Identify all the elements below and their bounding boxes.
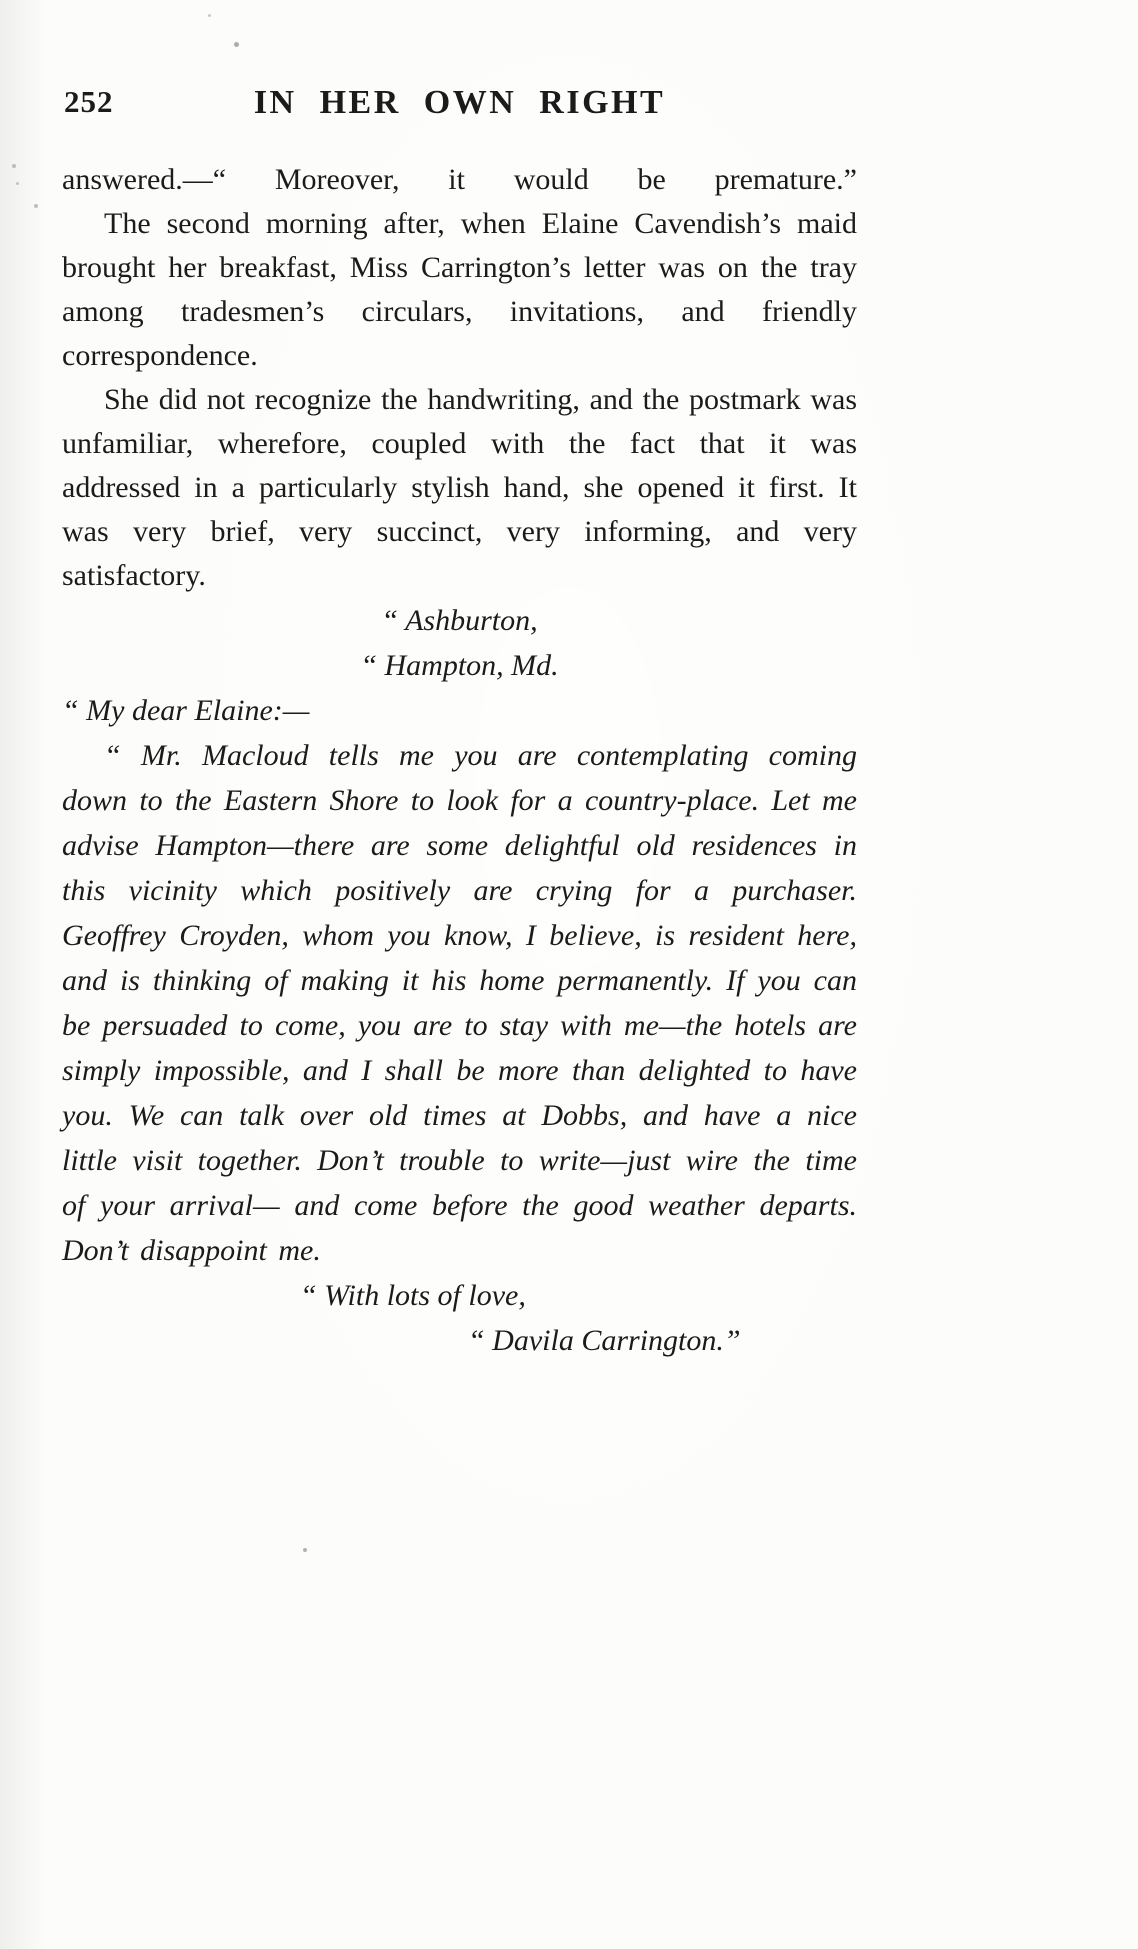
paragraph: She did not recognize the handwriting, and the postmark was unfamiliar, wherefore, coupled with the fact that it was addressed in a particularly stylish hand, she opened it first. It was very brief, very succinct, very informing, and very satisfactory.	[62, 383, 857, 592]
letter-signature: “ Davila Carrington.”	[468, 1324, 741, 1357]
paragraph-continuation: answered.—“ Moreover, it would be premature.”	[62, 163, 857, 196]
letter-block	[62, 598, 857, 1363]
letter-closing: “ With lots of love,	[300, 1279, 526, 1312]
letter-address-line: “ Hampton, Md.	[360, 649, 559, 682]
page-column	[62, 0, 857, 1363]
page-number: 252	[64, 84, 114, 119]
scan-speck	[34, 204, 38, 208]
paragraph: The second morning after, when Elaine Cavendish’s maid brought her breakfast, Miss Carrington’s letter was on the tray among tradesmen’s circulars, invitations, and friendly correspondence.	[62, 207, 857, 372]
scan-speck	[303, 1548, 307, 1552]
letter-place-line: “ Ashburton,	[381, 604, 538, 637]
letter-salutation: “ My dear Elaine:—	[62, 694, 310, 727]
page-body	[62, 158, 857, 1363]
page-header	[62, 0, 857, 130]
running-title: IN HER OWN RIGHT	[253, 84, 666, 121]
letter-body-paragraph: “ Mr. Macloud tells me you are contemplating coming down to the Eastern Shore to look for a country-place. Let me advise Hampton—there are some delightful old residences in this vicinity which positively are crying for a purchaser. Geoffrey Croyden, whom you know, I believe, is resident here, and is thinking of making it his home permanently. If you can be persuaded to come, you are to stay with me—the hotels are simply impossible, and I shall be more than delighted to have you. We can talk over old times at Dobbs, and have a nice little visit together. Don’t trouble to write—just wire the time of your arrival— and come before the good weather departs. Don’t disappoint me.	[62, 739, 857, 1267]
scan-speck	[12, 164, 16, 168]
scan-speck	[16, 182, 19, 185]
